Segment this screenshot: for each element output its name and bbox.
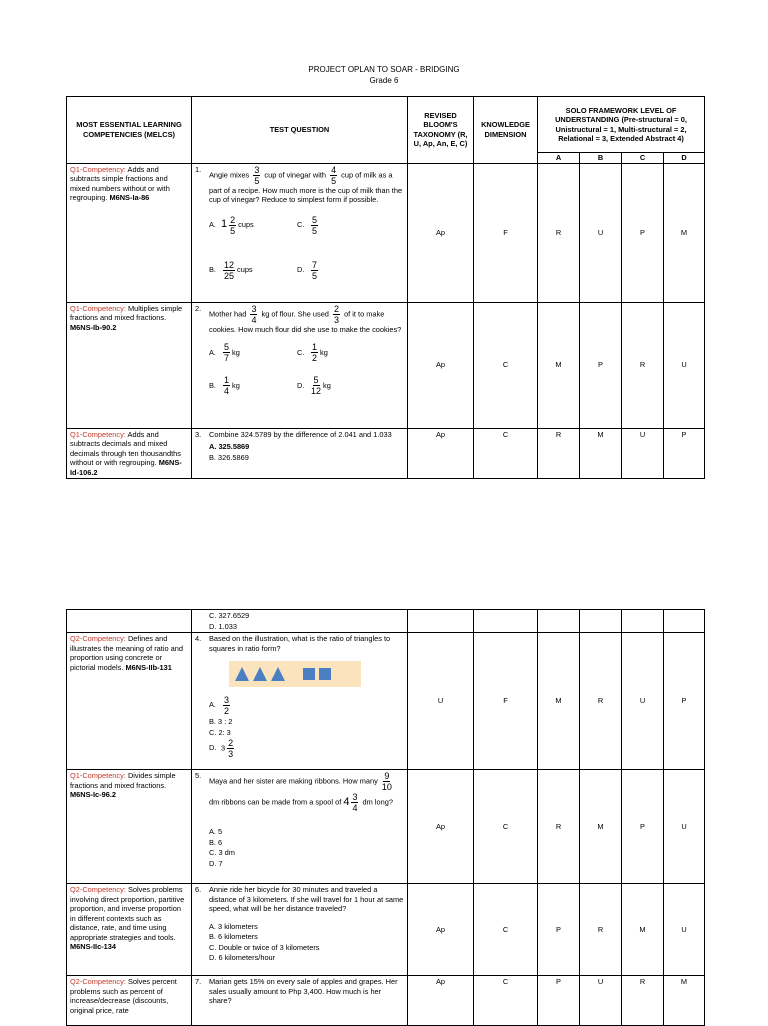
table-row — [67, 428, 705, 479]
question-cell — [192, 302, 408, 428]
solo-c-cell: R — [622, 976, 664, 1026]
option-d: D. $\frac{7}{5}$ — [297, 259, 318, 281]
option-b: B. 3 : 2 — [209, 717, 233, 726]
question-text-middle: dm ribbons can be made from a spool of — [209, 797, 342, 807]
question-text: Combine 324.5789 by the difference of 2.041 and 1.033 — [209, 429, 392, 439]
question-text-middle: kg of flour. She used — [261, 308, 329, 318]
competency-cell — [67, 163, 192, 302]
competency-label: Q2-Competency: — [70, 885, 126, 894]
fraction: $\frac{3}{4}$ — [251, 303, 257, 325]
triangle-shape — [253, 667, 267, 681]
option-c: C. Double or twice of 3 kilometers — [209, 942, 320, 952]
competency-code: M6NS-Ic-96.2 — [70, 790, 117, 799]
question-text-end: of it to make cookies. How much flour did she use to make the cookies? — [209, 308, 402, 334]
competency-cell — [67, 770, 192, 884]
competency-text: Multiplies simple fractions and mixed fractions. — [70, 303, 183, 322]
header-level-d: D — [664, 153, 705, 164]
competency-code: M6NS-Ib-90.2 — [70, 322, 117, 332]
blooms-cell: Ap — [408, 976, 474, 1026]
question-cell — [192, 770, 408, 884]
question-text-middle: cup of vinegar with — [264, 169, 327, 179]
competency-code: M6NS-Id-106.2 — [70, 458, 182, 477]
competency-label: Q1-Competency: — [70, 429, 126, 439]
fraction: $\frac{3}{4}$ — [352, 792, 358, 813]
question-text: Marian gets 15% on every sale of apples and grapes. Her sales usually amount to Php 3,400. How much is her share? — [209, 977, 398, 1005]
solo-c-cell: U — [622, 428, 664, 479]
question-text-start: Angie mixes — [209, 169, 250, 179]
solo-b-cell: R — [580, 633, 622, 770]
header-level-c: C — [622, 153, 664, 164]
solo-c-cell: M — [622, 884, 664, 976]
triangle-shape — [271, 667, 285, 681]
knowledge-cell: C — [474, 428, 538, 479]
question-number: 2. — [195, 303, 202, 313]
competency-code: M6NS-IIc-134 — [70, 942, 117, 951]
question-number: 7. — [195, 977, 202, 986]
solo-c-cell: R — [622, 302, 664, 428]
competency-label: Q1-Competency: — [70, 303, 126, 313]
blooms-cell: Ap — [408, 163, 474, 302]
question-cell — [192, 633, 408, 770]
blooms-cell: Ap — [408, 302, 474, 428]
option-c: C. $\frac{1}{2}$ kg — [297, 342, 328, 363]
header-test-question: TEST QUESTION — [192, 97, 408, 164]
mixed-whole: 4 — [343, 795, 350, 808]
question-number: 1. — [195, 164, 202, 174]
question-text-end: cup of milk as a part of a recipe. How much more is the cup of milk than the cup of vinegar? Reduce to simplest form if possible. — [209, 169, 403, 204]
competency-text: Defines and illustrates the meaning of ratio and proportion using concrete or pictorial models. — [70, 634, 183, 672]
knowledge-cell: F — [474, 633, 538, 770]
competency-text: Adds and subtracts decimals and mixed decimals through ten thousandths without or with regrouping. — [70, 429, 181, 467]
ratio-illustration — [229, 661, 361, 687]
solo-b-cell: U — [580, 163, 622, 302]
solo-b-cell: P — [580, 302, 622, 428]
solo-d-cell: M — [664, 163, 705, 302]
option-b: B. $\frac{1}{4}$ kg — [209, 375, 240, 396]
competency-cell — [67, 976, 192, 1026]
competency-code: M6NS-IIb-131 — [125, 662, 172, 672]
competency-label: Q2-Competency: — [70, 977, 126, 986]
option-c: C. 3 dm — [209, 848, 235, 857]
question-cell — [192, 610, 408, 633]
knowledge-cell: C — [474, 976, 538, 1026]
header-melcs: MOST ESSENTIAL LEARNING COMPETENCIES (MELCS) — [67, 97, 192, 164]
question-cell — [192, 884, 408, 976]
question-number: 6. — [195, 885, 202, 894]
solo-a-cell: P — [538, 884, 580, 976]
option-a: A. $\frac{3}{2}$ — [209, 695, 230, 716]
knowledge-cell: F — [474, 163, 538, 302]
question-number: 3. — [195, 429, 202, 439]
option-c: C. 327.6529 — [209, 611, 250, 620]
solo-a-cell: R — [538, 428, 580, 479]
header-level-a: A — [538, 153, 580, 164]
assessment-table-page-1 — [66, 96, 704, 479]
blooms-cell: Ap — [408, 884, 474, 976]
option-b: B. $\frac{12}{25}$ cups — [209, 259, 253, 281]
solo-b-cell: R — [580, 884, 622, 976]
blooms-cell: Ap — [408, 770, 474, 884]
competency-cell — [67, 428, 192, 479]
document-title: PROJECT OPLAN TO SOAR - BRIDGING — [308, 65, 460, 74]
solo-a-cell: R — [538, 163, 580, 302]
solo-c-cell: U — [622, 633, 664, 770]
table-row — [67, 610, 705, 633]
question-text-start: Maya and her sister are making ribbons. How many — [209, 776, 378, 786]
option-a: A. $\frac{5}{7}$ kg — [209, 342, 240, 363]
option-d: D. 7 — [209, 858, 223, 868]
competency-cell — [67, 633, 192, 770]
solo-a-cell: R — [538, 770, 580, 884]
option-c: C. 2: 3 — [209, 727, 231, 737]
knowledge-cell: C — [474, 884, 538, 976]
option-d: D. $\frac{5}{12}$ kg — [297, 375, 331, 396]
header-knowledge-dimension: KNOWLEDGE DIMENSION — [474, 97, 538, 164]
option-b: B. 6 — [209, 837, 223, 847]
solo-d-cell: U — [664, 884, 705, 976]
option-a: A. 5 — [209, 827, 223, 836]
competency-cell — [67, 884, 192, 976]
fraction: $\frac{2}{3}$ — [333, 303, 339, 325]
option-d: D. 1.033 — [209, 621, 237, 631]
solo-a-cell: P — [538, 976, 580, 1026]
question-text: Annie ride her bicycle for 30 minutes and traveled a distance of 3 kilometers. If she will travel for 1 hour at same speed, what will be her distance traveled? — [209, 885, 404, 913]
question-text-end: dm long? — [362, 797, 393, 807]
solo-d-cell: U — [664, 302, 705, 428]
blooms-cell: Ap — [408, 428, 474, 479]
table-row — [67, 633, 705, 770]
question-number: 4. — [195, 634, 202, 643]
knowledge-cell: C — [474, 770, 538, 884]
competency-cell — [67, 302, 192, 428]
competency-text: Divides simple fractions and mixed fractions. — [70, 771, 176, 790]
question-number: 5. — [195, 771, 202, 780]
solo-c-cell: P — [622, 770, 664, 884]
header-solo-framework: SOLO FRAMEWORK LEVEL OF UNDERSTANDING (Pre-structural = 0, Unistructural = 1, Multi-structural = 2, Relational = 3, Extended Abstract 4) — [538, 97, 705, 153]
square-shape — [319, 668, 331, 680]
solo-d-cell: M — [664, 976, 705, 1026]
option-b: B. 6 kilometers — [209, 932, 258, 941]
assessment-table-page-2 — [66, 609, 704, 1026]
solo-d-cell: P — [664, 633, 705, 770]
document-grade: Grade 6 — [369, 76, 399, 85]
solo-c-cell: P — [622, 163, 664, 302]
question-cell — [192, 163, 408, 302]
header-level-b: B — [580, 153, 622, 164]
knowledge-cell: C — [474, 302, 538, 428]
table-row — [67, 163, 705, 302]
table-row — [67, 884, 705, 976]
option-d: D. 3 $\frac{2}{3}$ — [209, 738, 234, 759]
fraction: $\frac{4}{5}$ — [331, 164, 337, 186]
competency-label: Q2-Competency: — [70, 634, 126, 643]
triangle-shape — [235, 667, 249, 681]
solo-b-cell: M — [580, 770, 622, 884]
question-text: Based on the illustration, what is the ratio of triangles to squares in ratio form? — [209, 634, 391, 653]
option-a: A. 325.5869 — [209, 442, 250, 451]
option-c: C. $\frac{5}{5}$ — [297, 214, 318, 236]
solo-a-cell: M — [538, 633, 580, 770]
solo-b-cell: U — [580, 976, 622, 1026]
table-row — [67, 976, 705, 1026]
competency-text: Solves problems involving direct proportion, partitive proportion, and inverse proportion in different contexts such as distance, rate, and time using appropriate strategies and tools. — [70, 885, 185, 942]
header-blooms-taxonomy: REVISED BLOOM'S TAXONOMY (R, U, Ap, An, E, C) — [408, 97, 474, 164]
square-shape — [303, 668, 315, 680]
competency-text: Adds and subtracts simple fractions and mixed numbers without or with regrouping. — [70, 164, 170, 202]
table-row — [67, 770, 705, 884]
solo-d-cell: P — [664, 428, 705, 479]
competency-text: Solves percent problems such as percent of increase/decrease (discounts, original price, rate — [70, 977, 177, 1015]
option-a: A. 3 kilometers — [209, 921, 258, 931]
solo-d-cell: U — [664, 770, 705, 884]
option-d: D. 6 kilometers/hour — [209, 953, 276, 962]
table-row — [67, 302, 705, 428]
blooms-cell: U — [408, 633, 474, 770]
question-cell — [192, 976, 408, 1026]
question-cell — [192, 428, 408, 479]
option-a: A. 1 $\frac{2}{5}$ cups — [209, 214, 254, 236]
solo-b-cell: M — [580, 428, 622, 479]
solo-a-cell: M — [538, 302, 580, 428]
competency-code: M6NS-Ia-86 — [109, 193, 150, 202]
question-text-start: Mother had — [209, 308, 247, 318]
fraction: $\frac{9}{10}$ — [381, 771, 392, 792]
competency-label: Q1-Competency: — [70, 771, 126, 780]
competency-label: Q1-Competency: — [70, 164, 126, 174]
fraction: $\frac{3}{5}$ — [254, 164, 260, 186]
option-b: B. 326.5869 — [209, 452, 249, 462]
